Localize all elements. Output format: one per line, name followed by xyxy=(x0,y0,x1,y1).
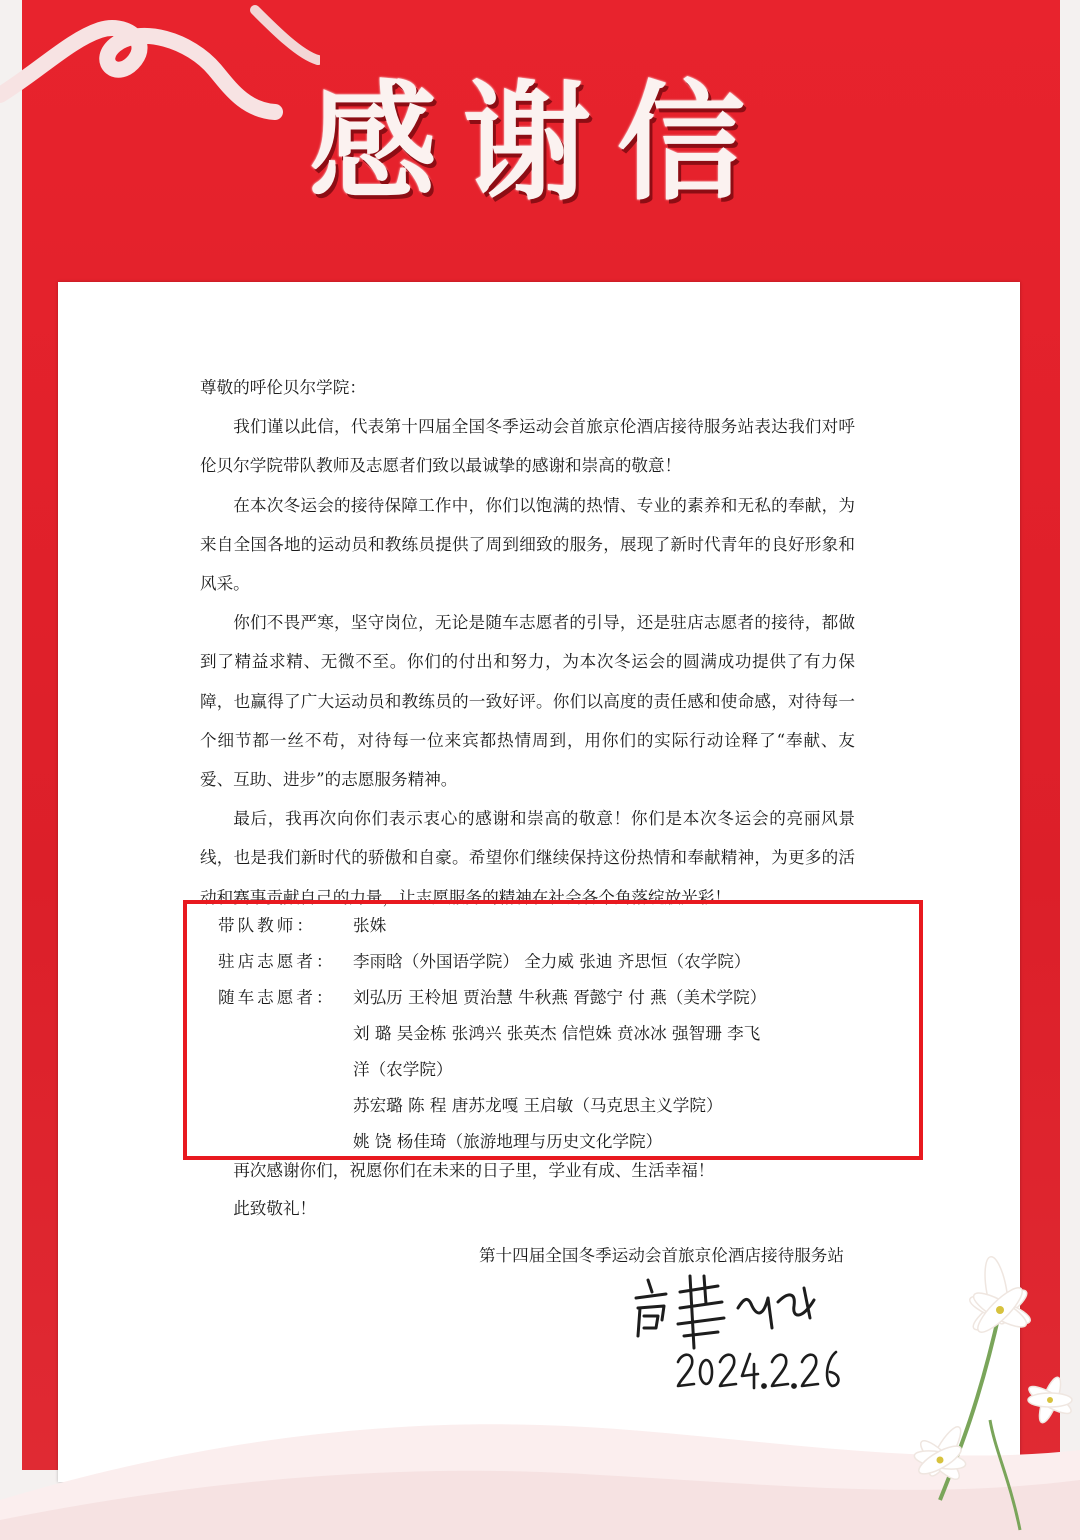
teacher-names: 张姝 xyxy=(353,916,387,935)
letter-body xyxy=(200,368,855,917)
roster-row-bus-cont xyxy=(218,1014,878,1050)
handwritten-date xyxy=(672,1338,852,1398)
roster-row-hotel xyxy=(218,942,878,978)
paragraph: 在本次冬运会的接待保障工作中，你们以饱满的热情、专业的素养和无私的奉献，为来自全国各地的运动员和教练员提供了周到细致的服务，展现了新时代青年的良好形象和风采。 xyxy=(200,495,855,594)
teacher-label: 带队教师： xyxy=(218,916,316,935)
hotel-volunteer-names: 李雨晗（外国语学院） 全力威 张迪 齐思恒（农学院） xyxy=(353,952,751,971)
closing-section xyxy=(200,1152,855,1228)
lily-flower-decoration xyxy=(900,1250,1080,1540)
bus-volunteer-names: 姚 饶 杨佳琦（旅游地理与历史文化学院） xyxy=(353,1132,663,1151)
bus-volunteer-names: 苏宏璐 陈 程 唐苏龙嘎 王启敏（马克思主义学院） xyxy=(353,1096,723,1115)
roster-row-bus-cont xyxy=(218,1086,878,1122)
letter-title: 感谢信 xyxy=(308,68,771,218)
paragraph: 最后，我再次向你们表示衷心的感谢和崇高的敬意！你们是本次冬运会的亮丽风景线，也是我们新时代的骄傲和自豪。希望你们继续保持这份热情和奉献精神，为更多的活动和赛事贡献自己的力量，让志愿服务的精神在社会各个角落绽放光彩！ xyxy=(200,809,855,907)
roster-row-bus xyxy=(218,978,878,1014)
closing-line: 再次感谢你们，祝愿你们在未来的日子里，学业有成、生活幸福！ xyxy=(233,1161,715,1180)
salutation: 尊敬的呼伦贝尔学院： xyxy=(200,378,366,397)
bus-volunteer-names: 刘弘历 王柃旭 贾治慧 牛秋燕 胥懿宁 付 燕（美术学院） xyxy=(353,988,767,1007)
bus-volunteer-names: 刘 璐 吴金栋 张鸿兴 张英杰 信恺姝 贲冰冰 强智珊 李飞 xyxy=(353,1024,761,1043)
hotel-volunteer-label: 驻店志愿者： xyxy=(218,952,336,971)
roster-row-teacher xyxy=(218,906,878,942)
bus-volunteer-label: 随车志愿者： xyxy=(218,988,336,1007)
bus-volunteer-names: 洋（农学院） xyxy=(353,1060,453,1079)
roster-row-bus-cont xyxy=(218,1050,878,1086)
volunteer-roster xyxy=(218,906,878,1158)
sender-name: 第十四届全国冬季运动会首旅京伦酒店接待服务站 xyxy=(478,1246,844,1265)
paragraph: 我们谨以此信，代表第十四届全国冬季运动会首旅京伦酒店接待服务站表达我们对呼伦贝尔学院带队教师及志愿者们致以最诚挚的感谢和崇高的敬意！ xyxy=(200,417,855,476)
paragraph: 你们不畏严寒，坚守岗位，无论是随车志愿者的引导，还是驻店志愿者的接待，都做到了精益求精、无微不至。你们的付出和努力，为本次冬运会的圆满成功提供了有力保障，也赢得了广大运动员和教练员的一致好评。你们以高度的责任感和使命感，对待每一个细节都一丝不苟，对待每一位来宾都热情周到，用你们的实际行动诠释了“奉献、友爱、互助、进步”的志愿服务精神。 xyxy=(200,613,855,790)
regards-line: 此致敬礼！ xyxy=(233,1199,317,1218)
